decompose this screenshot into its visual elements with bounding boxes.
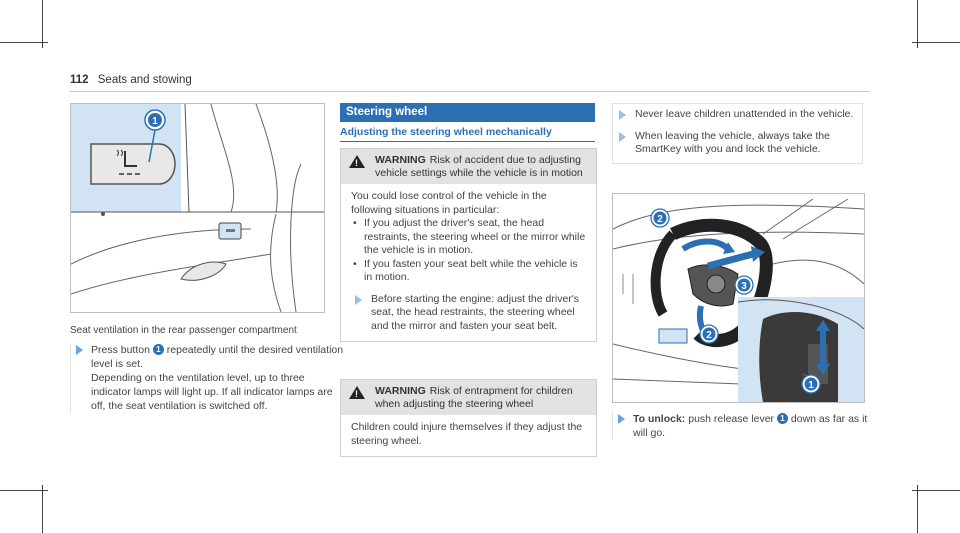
warning-title: Risk of entrapment for children when adjusting the steering wheel [375, 385, 573, 410]
section-title: Steering wheel [340, 103, 595, 122]
instruction-label: To unlock: [633, 413, 686, 425]
figure-callout-3: 3 [741, 281, 747, 292]
figure-callout-1: 1 [152, 116, 158, 127]
note-text: When leaving the vehicle, always take the SmartKey with you and lock the vehicle. [635, 129, 830, 155]
warning-label: WARNING [375, 385, 426, 397]
callout-badge: 1 [153, 344, 164, 355]
crop-mark [912, 42, 960, 43]
instruction-detail: Depending on the ventilation level, up to three indicator lamps will light up. If all indicator lamps are off, the seat ventilation is switched off. [91, 372, 333, 412]
crop-mark [42, 0, 43, 48]
warning-body: Children could injure themselves if they adjust the steering wheel. [351, 421, 583, 447]
warning-label: WARNING [375, 154, 426, 166]
instruction-text: Press button [91, 344, 150, 356]
note-text: Never leave children unattended in the vehicle. [635, 108, 854, 120]
arrow-icon [355, 295, 362, 305]
warning-body: You could lose control of the vehicle in the following situations in particular: [351, 190, 547, 216]
page-number: 112 [70, 74, 89, 86]
crop-mark [0, 490, 48, 491]
crop-mark [0, 42, 48, 43]
figure-callout-2a: 2 [657, 214, 663, 225]
instruction-text: repeatedly until the desired ventilation level is set. [91, 344, 344, 370]
subsection-title: Adjusting the steering wheel mechanically [340, 126, 595, 142]
instruction-text: down as far as it will go. [633, 413, 868, 439]
safety-notes [612, 103, 863, 164]
ventilation-illustration [70, 103, 325, 313]
warning-action: Before starting the engine: adjust the driver's seat, the head restraints, the steering wheel and the mirror and fasten your seat belt. [371, 292, 580, 332]
arrow-icon [76, 345, 83, 355]
page-header [70, 74, 192, 86]
crop-mark [912, 490, 960, 491]
arrow-icon [619, 110, 626, 120]
figure-callout-1: 1 [808, 380, 814, 391]
warning-box-entrapment [340, 379, 597, 457]
instruction-step [70, 343, 346, 413]
instruction-text: push release lever [688, 413, 775, 425]
crop-mark [917, 0, 918, 48]
unlock-instruction [612, 412, 883, 440]
section-name: Seats and stowing [97, 74, 192, 86]
warning-icon [349, 155, 365, 168]
crop-mark [42, 485, 43, 533]
arrow-icon [618, 414, 625, 424]
warning-icon [349, 386, 365, 399]
warning-title: Risk of accident due to adjusting vehicle settings while the vehicle is in motion [375, 154, 583, 179]
steering-wheel-illustration [612, 193, 865, 403]
warning-item: • If you adjust the driver's seat, the head restraints, the steering wheel or the mirror while the vehicle is in motion. [351, 217, 586, 258]
warning-item: • If you fasten your seat belt while the vehicle is in motion. [351, 258, 586, 285]
header-divider [70, 91, 870, 92]
warning-box-accident [340, 148, 597, 342]
callout-badge: 1 [777, 413, 788, 424]
arrow-icon [619, 132, 626, 142]
figure-callout-2b: 2 [706, 330, 712, 341]
figure-caption: Seat ventilation in the rear passenger compartment [70, 325, 297, 336]
crop-mark [917, 485, 918, 533]
